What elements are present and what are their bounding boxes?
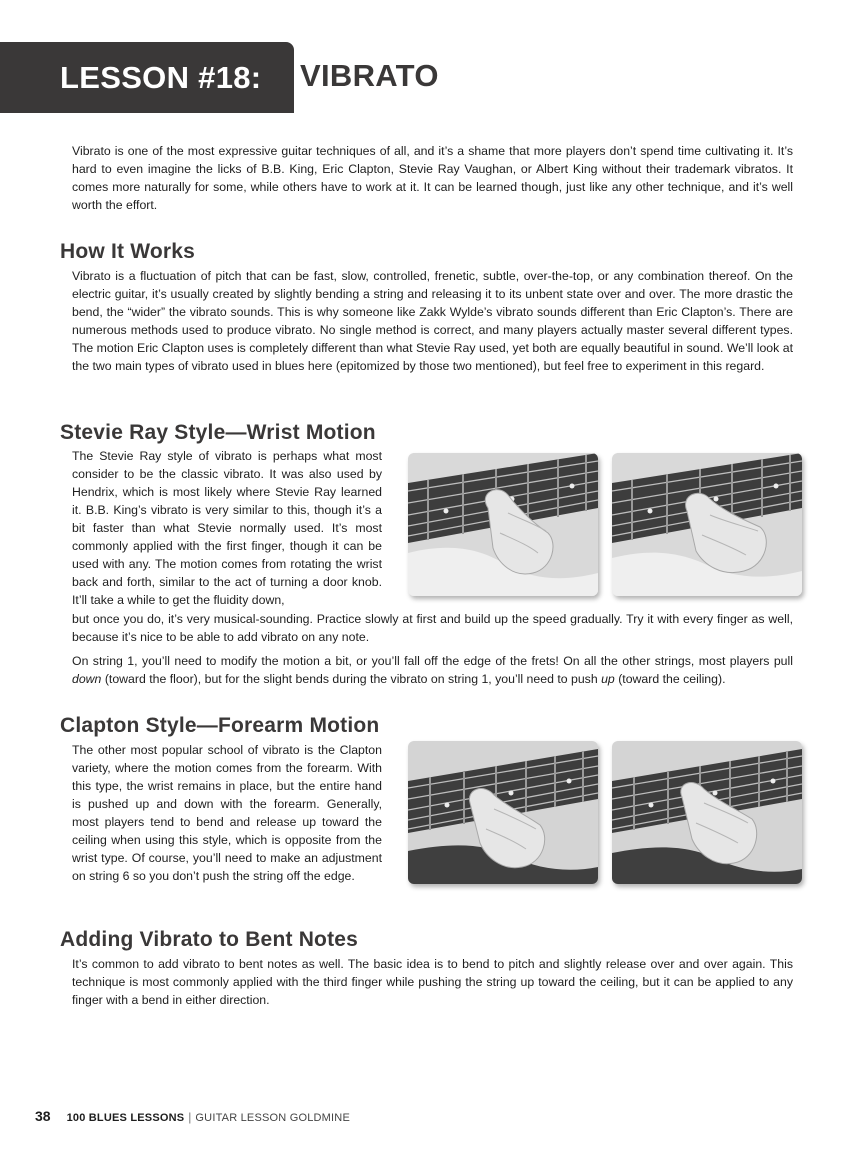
- series-title: GUITAR LESSON GOLDMINE: [195, 1112, 350, 1124]
- string-one-text-c: (toward the ceiling).: [614, 672, 726, 686]
- footer-separator: |: [188, 1110, 192, 1124]
- how-it-works-paragraph: Vibrato is a fluctuation of pitch that can be fast, slow, controlled, frenetic, subtle, over-the-top, or any combination thereof. On the electric guitar, it’s usually created by slightly bending a string and releasing it to its unbent state over and over. The more drastic the bend, the “wider” the vibrato sounds. This is why someone like Zakk Wylde’s vibrato sounds different than Eric Clapton’s. There are numerous methods used to produce vibrato. No single method is correct, and many players actually master several different types. The motion Eric Clapton uses is completely different than what Stevie Ray used, yet both are equally beautiful in sound. We’ll look at the two main types of vibrato used in blues here (epitomized by those two mentioned), but feel free to experiment in this regard.: [72, 269, 793, 373]
- guitar-neck-hand-image: [612, 453, 802, 596]
- page-number: 38: [35, 1108, 51, 1124]
- heading-stevie-ray-style: Stevie Ray Style—Wrist Motion: [60, 421, 376, 444]
- lesson-header-tab: [0, 42, 294, 113]
- bent-notes-paragraph: It’s common to add vibrato to bent notes as well. The basic idea is to bend to pitch and slightly release over and over again. This technique is most commonly applied with the third finger while pushing the string up toward the ceiling, but it can be applied to any finger with a bend in either direction.: [72, 957, 793, 1007]
- book-title: 100 BLUES LESSONS: [66, 1112, 185, 1124]
- stevie-ray-paragraph-wrapped: The Stevie Ray style of vibrato is perhaps what most consider to be the classic vibrato. It was also used by Hendrix, which is most likely where Stevie Ray learned it. B.B. King’s vibrato is very similar to this, though it’s a bit faster than what Stevie normally used. It’s most commonly applied with the first finger, though it can be used with any. The motion comes from rotating the wrist back and forth, similar to the act of turning a door knob. It’ll take a while to get the fluidity down,: [72, 449, 382, 607]
- photo-wrist-vibrato-rotated: [612, 453, 802, 596]
- intro-paragraph: Vibrato is one of the most expressive guitar techniques of all, and it’s a shame that more players don’t spend time cultivating it. It’s hard to even imagine the licks of B.B. King, Eric Clapton, Stevie Ray Vaughan, or Albert King without their trademark vibratos. It comes more naturally for some, while others have to work at it. It can be learned though, just like any other technique, and it’s well worth the effort.: [72, 144, 793, 212]
- heading-adding-vibrato-to-bent-notes: Adding Vibrato to Bent Notes: [60, 928, 359, 951]
- string-one-text-b: (toward the floor), but for the slight bends during the vibrato on string 1, you’ll need to push: [101, 672, 602, 686]
- page-footer: [35, 1108, 350, 1124]
- guitar-neck-hand-image: [408, 453, 598, 596]
- emphasis-down: down: [72, 672, 102, 686]
- guitar-neck-hand-image: [612, 741, 802, 884]
- guitar-neck-hand-image: [408, 741, 598, 884]
- string-one-text-a: On string 1, you’ll need to modify the motion a bit, or you’ll fall off the edge of the frets! On all the other strings, most players pull: [72, 654, 793, 668]
- photo-forearm-vibrato-start: [408, 741, 598, 884]
- lesson-number: LESSON #18:: [60, 59, 262, 95]
- stevie-ray-paragraph-continued: but once you do, it’s very musical-sounding. Practice slowly at first and build up the speed gradually. Try it with every finger as well, because it’s nice to be able to add vibrato on any note.: [72, 612, 793, 644]
- emphasis-up: up: [601, 672, 615, 686]
- heading-clapton-style: Clapton Style—Forearm Motion: [60, 714, 380, 737]
- photo-wrist-vibrato-start: [408, 453, 598, 596]
- lesson-title: VIBRATO: [300, 58, 439, 93]
- heading-how-it-works: How It Works: [60, 240, 196, 263]
- string-one-paragraph: [72, 652, 793, 688]
- photo-forearm-vibrato-pushed: [612, 741, 802, 884]
- clapton-paragraph: The other most popular school of vibrato is the Clapton variety, where the motion comes from the forearm. With this type, the wrist remains in place, but the entire hand is pushed up and down with the forearm. Generally, most players tend to bend and release up toward the ceiling when using this style, which is opposite from the wrist type. Of course, you’ll need to make an adjustment on string 6 so you don’t push the string off the edge.: [72, 743, 382, 883]
